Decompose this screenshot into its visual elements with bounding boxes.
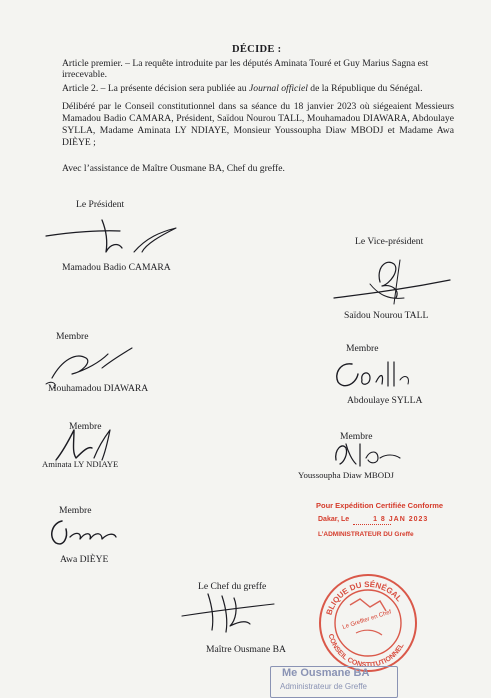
president-signature (42, 218, 182, 258)
vice-president-signature (330, 254, 460, 314)
president-title: Le Président (76, 199, 125, 210)
ndiaye-name: Aminata LY NDIAYE (42, 459, 119, 469)
vice-president-name: Saïdou Nourou TALL (344, 310, 429, 321)
certification-stamp-line-3: L’ADMINISTRATEUR DU Greffe (318, 531, 414, 538)
mbodj-signature (316, 438, 416, 470)
greffe-signature (178, 586, 288, 642)
article-1-line-1: Article premier. – La requête introduite par les députés Aminata Touré et Guy Marius Sagna est (62, 58, 429, 69)
sylla-signature (330, 354, 420, 396)
diawara-name: Mouhamadou DIAWARA (48, 383, 149, 394)
constitutional-council-seal (316, 571, 420, 675)
greffe-title: Le Chef du greffe (198, 581, 267, 592)
dieye-title: Membre (59, 505, 92, 516)
seal-outer-top-text: BLIQUE DU SÉNÉGAL (324, 579, 404, 617)
seal-inner-text: Le Greffier en Chef (341, 609, 393, 631)
seal-outer-bottom-text: CONSEIL CONSTITUTIONNEL (326, 633, 406, 670)
sylla-name: Abdoulaye SYLLA (347, 395, 423, 406)
certification-stamp-line-2 (318, 516, 428, 523)
seal-emblem-icon (350, 599, 386, 611)
certification-stamp-line-1: Pour Expédition Certifiée Conforme (316, 501, 444, 510)
name-stamp-role: Administrateur de Greffe (280, 682, 368, 691)
vice-president-title: Le Vice-président (355, 236, 424, 247)
deliberation-paragraph: Délibéré par le Conseil constitutionnel dans sa séance du 18 janvier 2023 où siégeaient Messieurs Mamadou Badio CAMARA, Président, Saïdou Nourou TALL, Mouhamadou DIAWARA, Abdoulaye SYLLA, Madame Aminata LY NDIAYE, Monsieur Youssoupha Diaw MBODJ et Madame Awa DIÈYE ; (62, 101, 454, 148)
mbodj-name: Youssoupha Diaw MBODJ (298, 470, 394, 480)
article-1-line-2: irrecevable. (62, 69, 108, 80)
certification-stamp-date: 1 8 JAN 2023 (373, 516, 429, 523)
dieye-signature (42, 511, 132, 553)
article-2-prefix: Article 2. – La présente décision sera publiée au (62, 83, 250, 94)
sylla-title: Membre (346, 343, 379, 354)
certification-stamp-dotted-line (353, 524, 391, 525)
article-2 (62, 83, 422, 94)
decision-heading: DÉCIDE : (232, 44, 282, 55)
mbodj-title: Membre (340, 431, 373, 442)
journal-officiel: Journal officiel (249, 83, 308, 94)
certification-stamp-place: Dakar, Le (318, 516, 352, 523)
svg-text:BLIQUE DU SÉNÉGAL (324, 580, 403, 616)
greffe-name: Maître Ousmane BA (206, 644, 286, 655)
president-name: Mamadou Badio CAMARA (62, 262, 171, 273)
diawara-title: Membre (56, 331, 89, 342)
article-2-suffix: de la République du Sénégal. (307, 83, 423, 94)
name-stamp-name: Me Ousmane BA (282, 667, 370, 679)
dieye-name: Awa DIÈYE (60, 554, 109, 565)
ndiaye-title: Membre (69, 421, 102, 432)
assistance-line: Avec l’assistance de Maître Ousmane BA, Chef du greffe. (62, 163, 285, 174)
